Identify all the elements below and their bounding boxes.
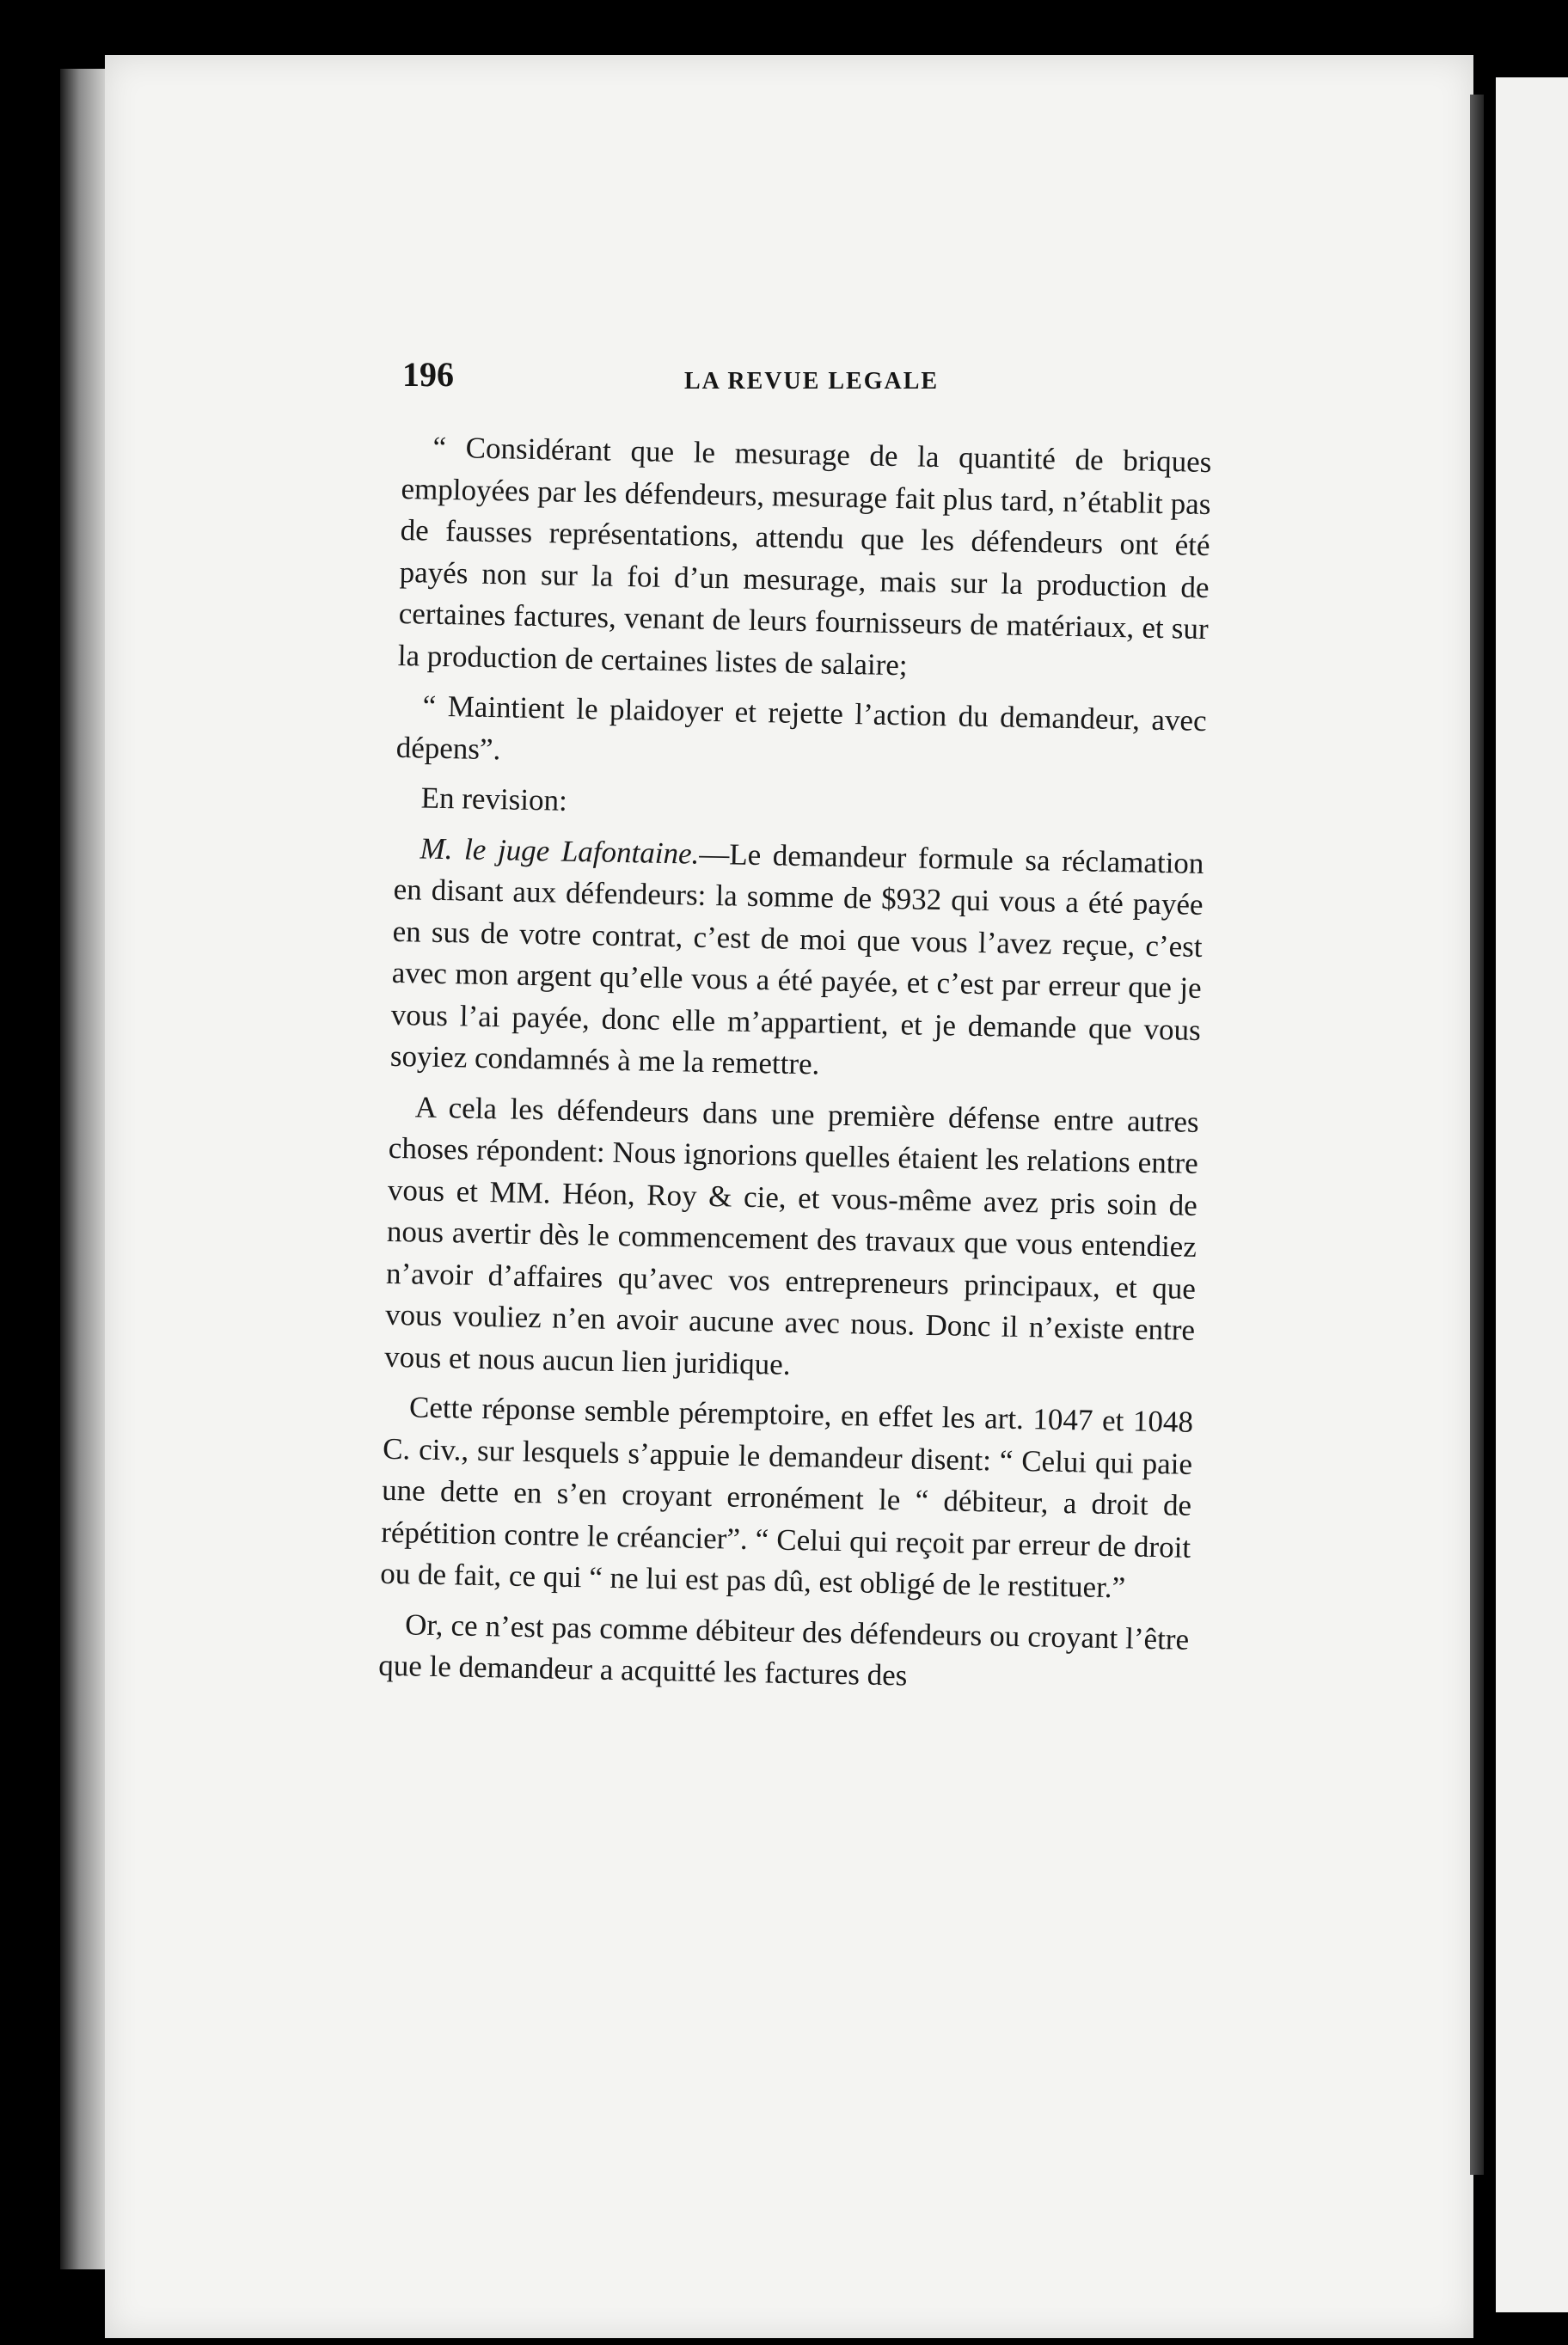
paragraph-or: Or, ce n’est pas comme débiteur des défendeurs ou croyant l’être que le demandeur a acquitté les factures des [377, 1607, 1190, 1693]
page-number: 196 [402, 355, 454, 394]
paragraph-judge-opinion [389, 827, 1204, 1093]
paragraph-maintient: “ Maintient le plaidoyer et rejette l’action du demandeur, avec dépens”. [395, 689, 1207, 766]
paragraph-reponse: Cette réponse semble péremptoire, en effet les art. 1047 et 1048 C. civ., sur lesquels s’appuie le demandeur disent: “ Celui qui paie une dette en s’en croyant erronément le “ débiteur, a droit de répétition contre le créancier”. “ Celui qui reçoit par erreur de droit ou de fait, ce qui “ ne lui est pas dû, est obligé de le restituer.” [380, 1390, 1194, 1605]
paragraph-en-revision: En revision: [420, 781, 568, 817]
page-gutter-shadow [1470, 95, 1484, 2175]
running-title: LA REVUE LEGALE [684, 368, 940, 395]
page-left-edge [60, 69, 108, 2269]
adjacent-page-edge [1496, 77, 1568, 2312]
paragraph-considerant: “ Considérant que le mesurage de la quantité de briques employées par les défendeurs, mesurage fait plus tard, n’établit pas de fausses représentations, attendu que les défendeurs ont été payés non sur la foi d’un mesurage, mais sur la production de certaines factures, venant de leurs fournisseurs de matériaux, et sur la production de certaines listes de salaire; [397, 430, 1212, 682]
judge-name: M. le juge Lafontaine. [420, 830, 700, 871]
body-text [378, 426, 1212, 1711]
page-header [402, 354, 1228, 406]
paragraph-defense: A cela les défendeurs dans une première défense entre autres choses répondent: Nous ignorions quelles étaient les relations entre vous et MM. Héon, Roy & cie, et vous-même avez pris soin de nous avertir dès le commencement des travaux que vous entendiez n’avoir d’affaires qu’avec vos entrepreneurs principaux, et que vous vouliez n’en avoir aucune avec nous. Donc il n’existe entre vous et nous aucun lien juridique. [383, 1089, 1200, 1381]
judge-text: —Le demandeur formule sa réclamation en disant aux défendeurs: la somme de $932 qui vous a été payée en sus de votre contrat, c’est de moi que vous l’avez reçue, c’est avec mon argent qu’elle vous a été payée, et c’est par erreur que je vous l’ai payée, donc elle m’appartient, et je demande que vous soyiez condamnés à me la remettre. [389, 836, 1204, 1081]
